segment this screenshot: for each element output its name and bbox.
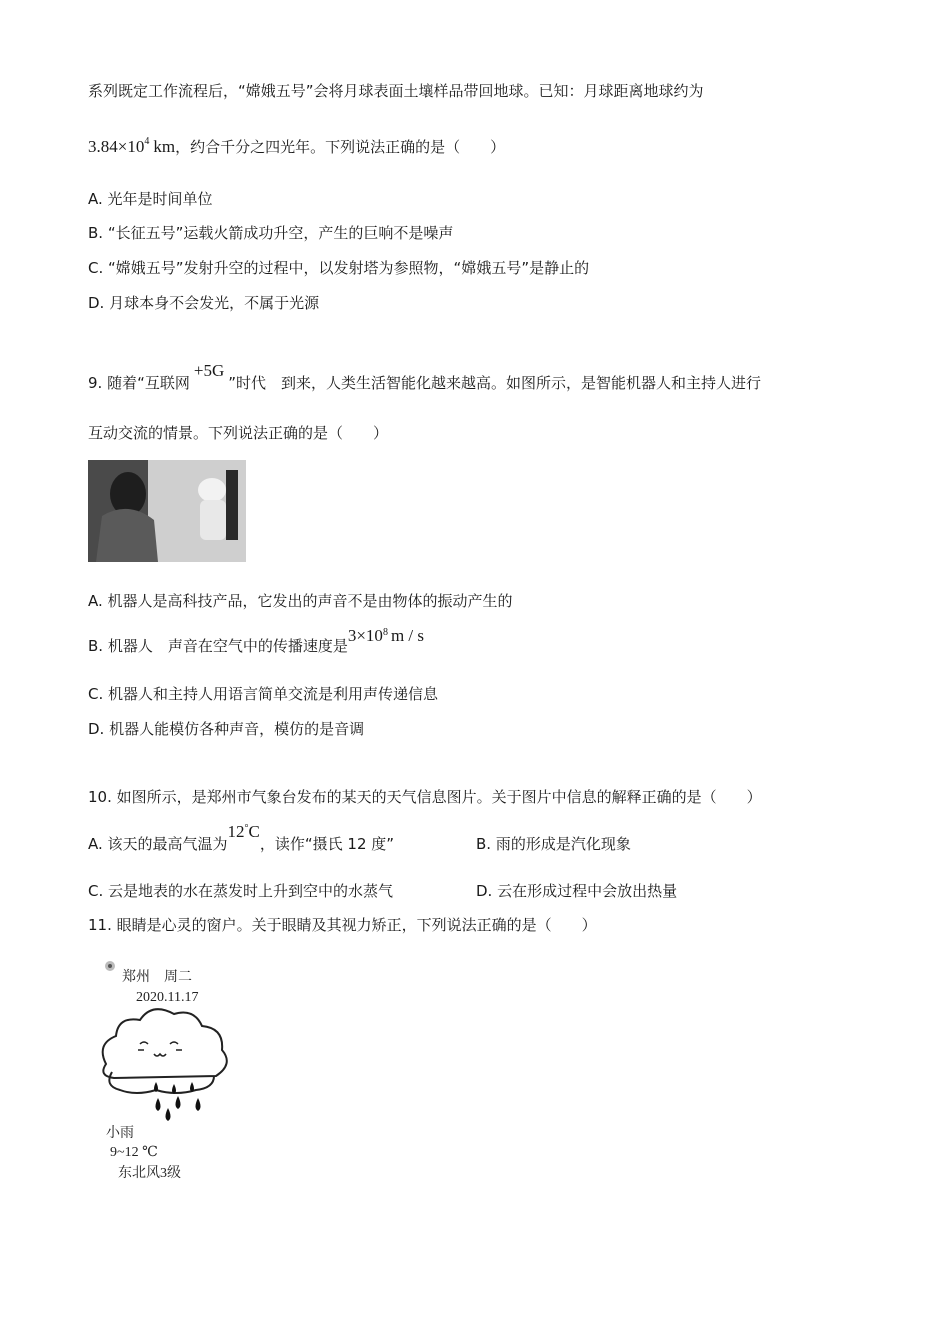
q9-option-c: C. 机器人和主持人用语言简单交流是利用声传递信息 (88, 685, 439, 703)
q9-5g-math: +5G (193, 361, 225, 380)
weather-temp-range: 9~12 ℃ (110, 1145, 158, 1160)
q10-stem: 10. 如图所示，是郑州市气象台发布的某天的天气信息图片。关于图片中信息的解释正确的是（ ） (88, 788, 762, 806)
q10-temp-value: 12 (227, 822, 245, 841)
q8-stem-rest: ，约合千分之四光年。下列说法正确的是（ ） (175, 138, 506, 156)
q9-speed-exponent: 8 (382, 627, 388, 638)
q10-temp-degree: ° (244, 823, 249, 834)
weather-condition: 小雨 (106, 1126, 134, 1141)
q9-stem-line2: 互动交流的情景。下列说法正确的是（ ） (88, 424, 389, 442)
q8-stem-line2 (88, 136, 505, 161)
q11-stem: 11. 眼睛是心灵的窗户。关于眼睛及其视力矫正，下列说法正确的是（ ） (88, 916, 597, 934)
q9-stem-line1 (88, 361, 762, 394)
q8-distance-mantissa: 3.84 (88, 137, 118, 156)
rain-cloud-icon (96, 1004, 236, 1124)
location-icon (104, 960, 116, 972)
q10-option-a (88, 822, 395, 858)
q9-speed-unit: m / s (390, 626, 424, 645)
q9-speed-times: ×10 (356, 626, 383, 645)
robot-host-photo (88, 460, 246, 562)
q8-option-a: A. 光年是时间单位 (88, 190, 213, 208)
q8-option-b: B. “长征五号”运载火箭成功升空，产生的巨响不是噪声 (88, 224, 454, 242)
q10-option-a-rest: ，读作“摄氏 12 度” (259, 835, 395, 853)
q9-option-b-text: B. 机器人 声音在空气中的传播速度是 (88, 637, 348, 655)
q9-option-a: A. 机器人是高科技产品，它发出的声音不是由物体的振动产生的 (88, 592, 513, 610)
weather-date: 2020.11.17 (136, 990, 199, 1005)
q8-distance-unit: km (153, 137, 176, 156)
q8-option-c: C. “嫦娥五号”发射升空的过程中，以发射塔为参照物，“嫦娥五号”是静止的 (88, 259, 590, 277)
q10-temp-unit: C (248, 822, 260, 841)
q9-option-b (88, 626, 424, 660)
q9-stem-pre: 9. 随着“互联网 (88, 374, 190, 392)
q8-option-d: D. 月球本身不会发光，不属于光源 (88, 294, 320, 312)
weather-city-day: 郑州 周二 (122, 970, 192, 985)
q10-option-d: D. 云在形成过程中会放出热量 (476, 882, 678, 900)
q10-option-b: B. 雨的形成是汽化现象 (476, 835, 631, 853)
q8-stem-line1: 系列既定工作流程后，“嫦娥五号”会将月球表面土壤样品带回地球。已知：月球距离地球约为 (88, 82, 704, 100)
q8-distance-times: ×10 (117, 137, 145, 156)
q10-option-a-text: A. 该天的最高气温为 (88, 835, 228, 853)
q9-option-d: D. 机器人能模仿各种声音，模仿的是音调 (88, 720, 365, 738)
weather-wind: 东北风3级 (118, 1166, 181, 1181)
q9-stem-post: ”时代 到来，人类生活智能化越来越高。如图所示，是智能机器人和主持人进行 (228, 374, 762, 392)
q10-option-c: C. 云是地表的水在蒸发时上升到空中的水蒸气 (88, 882, 394, 900)
weather-info-figure (96, 956, 256, 1186)
q9-speed-mantissa: 3 (347, 626, 357, 645)
q8-distance-exponent: 4 (144, 136, 150, 147)
